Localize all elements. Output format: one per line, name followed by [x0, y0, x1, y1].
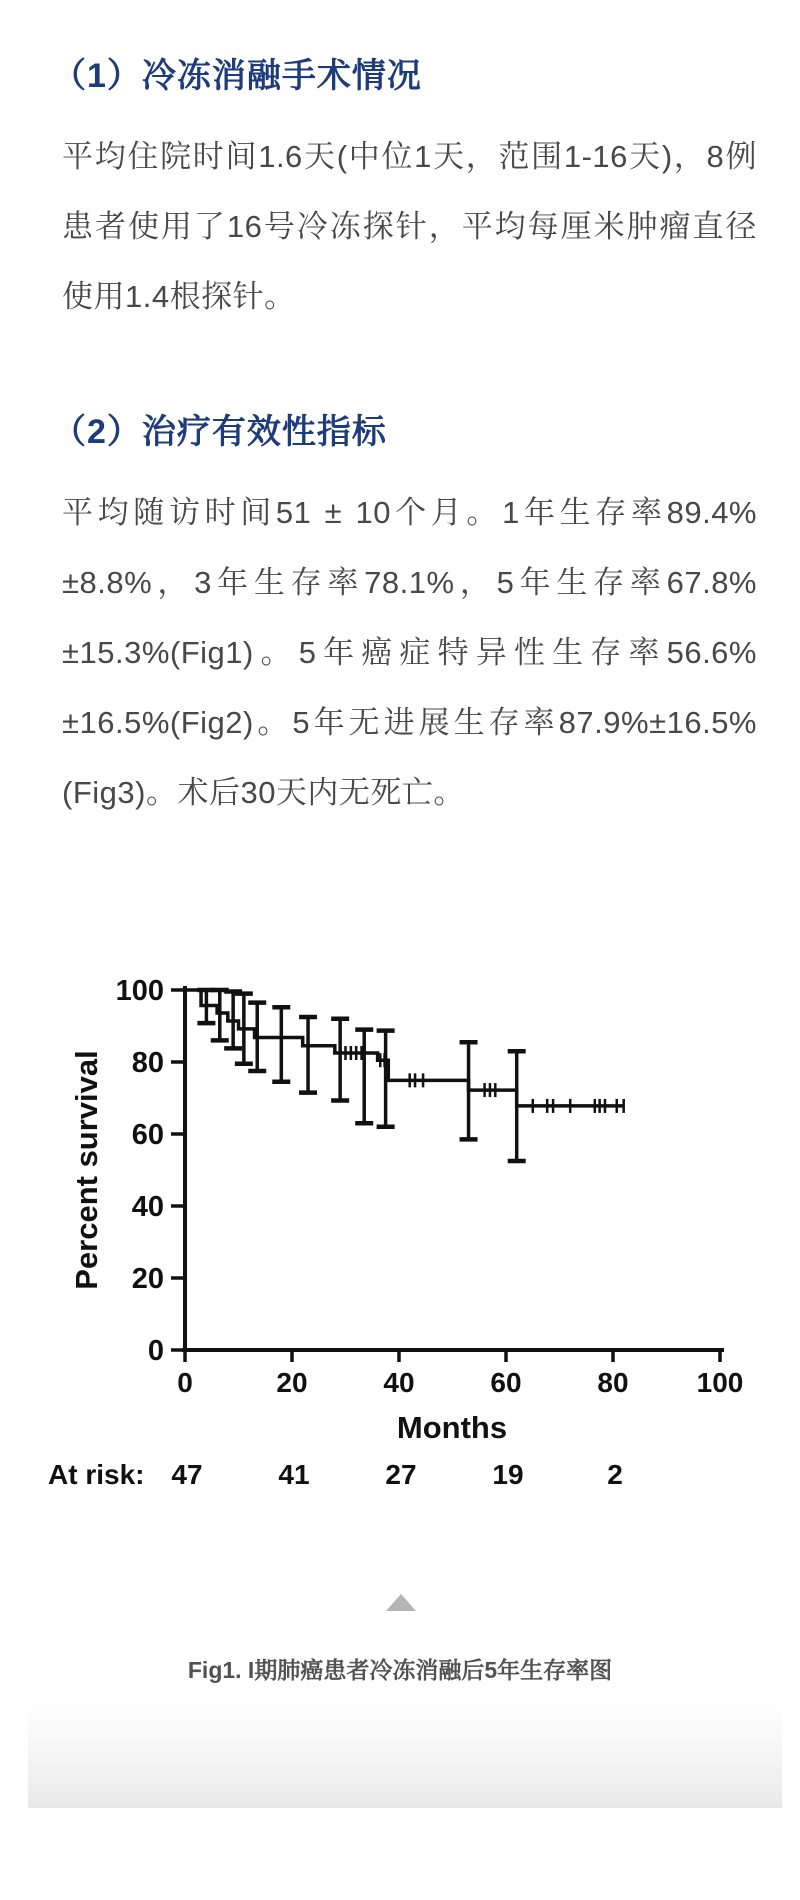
y-axis-title: Percent survival — [69, 1050, 104, 1290]
survival-curve — [185, 990, 624, 1106]
y-tick-label: 80 — [131, 1047, 164, 1079]
y-tick-label: 40 — [131, 1191, 164, 1223]
at-risk-row — [48, 1459, 623, 1490]
x-tick-label: 100 — [696, 1367, 744, 1398]
x-tick-label: 40 — [383, 1367, 415, 1398]
at-risk-value: 41 — [278, 1459, 310, 1490]
y-tick-label: 60 — [131, 1119, 164, 1151]
next-card-preview[interactable] — [28, 1702, 782, 1808]
error-bars-group — [197, 990, 525, 1161]
figure-caption: Fig1. I期肺癌患者冷冻消融后5年生存率图 — [187, 1657, 613, 1683]
y-tick-label: 20 — [131, 1263, 164, 1295]
at-risk-value: 47 — [171, 1459, 203, 1490]
at-risk-value: 2 — [607, 1459, 623, 1490]
y-tick-label: 100 — [115, 976, 164, 1007]
at-risk-value: 27 — [385, 1459, 417, 1490]
x-tick-label: 80 — [597, 1367, 629, 1398]
x-tick-label: 0 — [177, 1367, 193, 1398]
at-risk-label: At risk: — [48, 1459, 145, 1490]
section-body-1: 平均住院时间1.6天(中位1天，范围1-16天)，8例患者使用了16号冷冻探针，平均每厘米肿瘤直径使用1.4根探针。 — [62, 139, 757, 314]
survival-chart — [0, 976, 800, 1496]
x-tick-label: 60 — [490, 1367, 522, 1398]
at-risk-value: 19 — [492, 1459, 524, 1490]
x-tick-label: 20 — [276, 1367, 308, 1398]
section-body-2: 平均随访时间51 ± 10个月。1年生存率89.4%±8.8%，3年生存率78.1%，5年生存率67.8%±15.3%(Fig1)。5年癌症特异性生存率56.6%±16.5%(Fig2)。5年无进展生存率87.9%±16.5%(Fig3)。术后30天内无死亡。 — [62, 495, 757, 810]
section-heading-1: （1）冷冻消融手术情况 — [52, 57, 422, 95]
x-tick-group — [177, 1350, 743, 1398]
y-tick-group — [116, 976, 184, 1367]
collapse-arrow-icon[interactable] — [386, 1594, 416, 1611]
x-axis-title: Months — [396, 1410, 508, 1445]
section-heading-2: （2）治疗有效性指标 — [52, 413, 387, 451]
y-tick-label: 0 — [147, 1335, 164, 1367]
axes-group — [182, 986, 724, 1352]
